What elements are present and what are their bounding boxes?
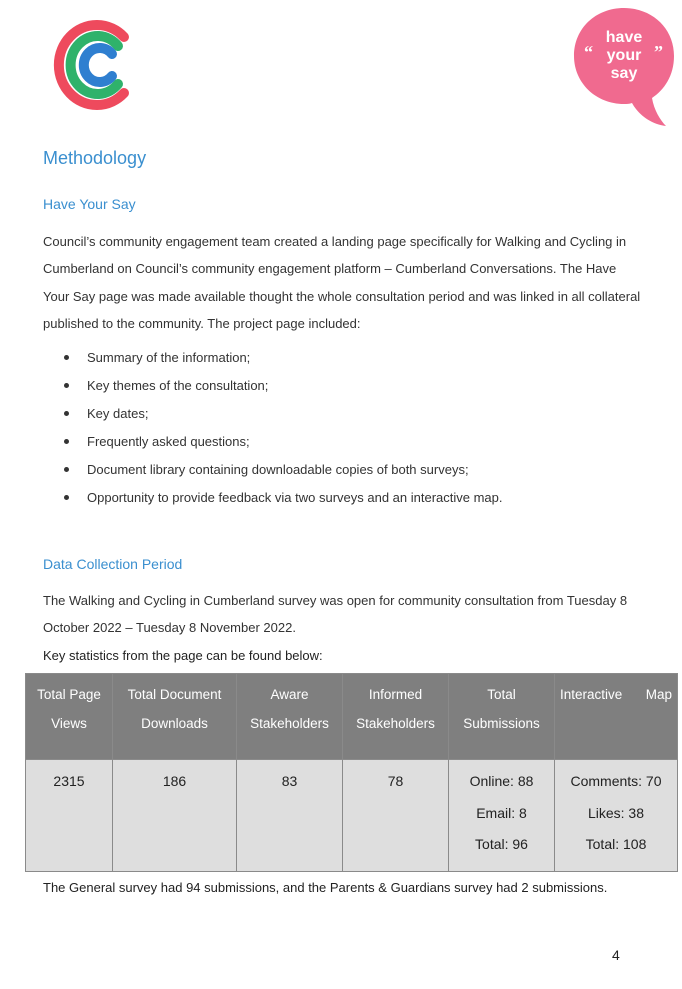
header-total-submissions: Total Submissions	[449, 674, 555, 760]
key-statistics-table	[25, 673, 678, 872]
list-item: Document library containing downloadable copies of both surveys;	[43, 456, 503, 484]
section-have-your-say-title: Have Your Say	[43, 196, 136, 212]
cell-aware-stakeholders: 83	[237, 760, 343, 872]
section-data-collection-paragraph: The Walking and Cycling in Cumberland survey was open for community consultation from Tuesday 8 October 2022 – Tuesday 8 November 2022.	[43, 593, 628, 636]
hys-line-your: your	[606, 47, 642, 64]
header-interactive-map: Interactive Map	[555, 674, 678, 760]
cell-total-page-views: 2315	[26, 760, 113, 872]
quote-close-icon: ”	[654, 42, 663, 62]
list-item: Opportunity to provide feedback via two surveys and an interactive map.	[43, 484, 503, 512]
cumberland-logo	[48, 16, 138, 114]
bullet-icon	[64, 383, 69, 388]
table-header-row	[26, 674, 678, 760]
survey-summary: The General survey had 94 submissions, and the Parents & Guardians survey had 2 submissions.	[43, 880, 608, 895]
cell-total-submissions: Online: 88 Email: 8 Total: 96	[449, 760, 555, 872]
table-intro: Key statistics from the page can be found below:	[43, 648, 323, 663]
table-row	[26, 760, 678, 872]
bullet-icon	[64, 355, 69, 360]
list-item: Key dates;	[43, 400, 503, 428]
list-item: Summary of the information;	[43, 344, 503, 372]
quote-open-icon: “	[584, 42, 593, 62]
have-your-say-logo	[572, 6, 676, 128]
feature-list	[43, 344, 503, 512]
page-heading: Methodology	[43, 148, 147, 168]
hys-line-have: have	[605, 29, 643, 46]
bullet-icon	[64, 467, 69, 472]
list-item: Frequently asked questions;	[43, 428, 503, 456]
list-item: Key themes of the consultation;	[43, 372, 503, 400]
section-have-your-say-paragraph: Council’s community engagement team created a landing page specifically for Walking and Cycling in Cumberland on Council’s community engagement platform – Cumberland Conversations. The Have Your Say page was made available thought the whole consultation period and was linked in all collateral published to the community. The project page included:	[43, 234, 641, 331]
header-total-document-downloads: Total Document Downloads	[113, 674, 237, 760]
bullet-icon	[64, 495, 69, 500]
section-data-collection-title: Data Collection Period	[43, 556, 183, 572]
header-aware-stakeholders: Aware Stakeholders	[237, 674, 343, 760]
cell-interactive-map: Comments: 70 Likes: 38 Total: 108	[555, 760, 678, 872]
bullet-icon	[64, 439, 69, 444]
hys-line-say: say	[610, 65, 638, 82]
page-number: 4	[612, 947, 620, 963]
cell-total-document-downloads: 186	[113, 760, 237, 872]
header-informed-stakeholders: Informed Stakeholders	[343, 674, 449, 760]
cell-informed-stakeholders: 78	[343, 760, 449, 872]
header-total-page-views: Total Page Views	[26, 674, 113, 760]
bullet-icon	[64, 411, 69, 416]
